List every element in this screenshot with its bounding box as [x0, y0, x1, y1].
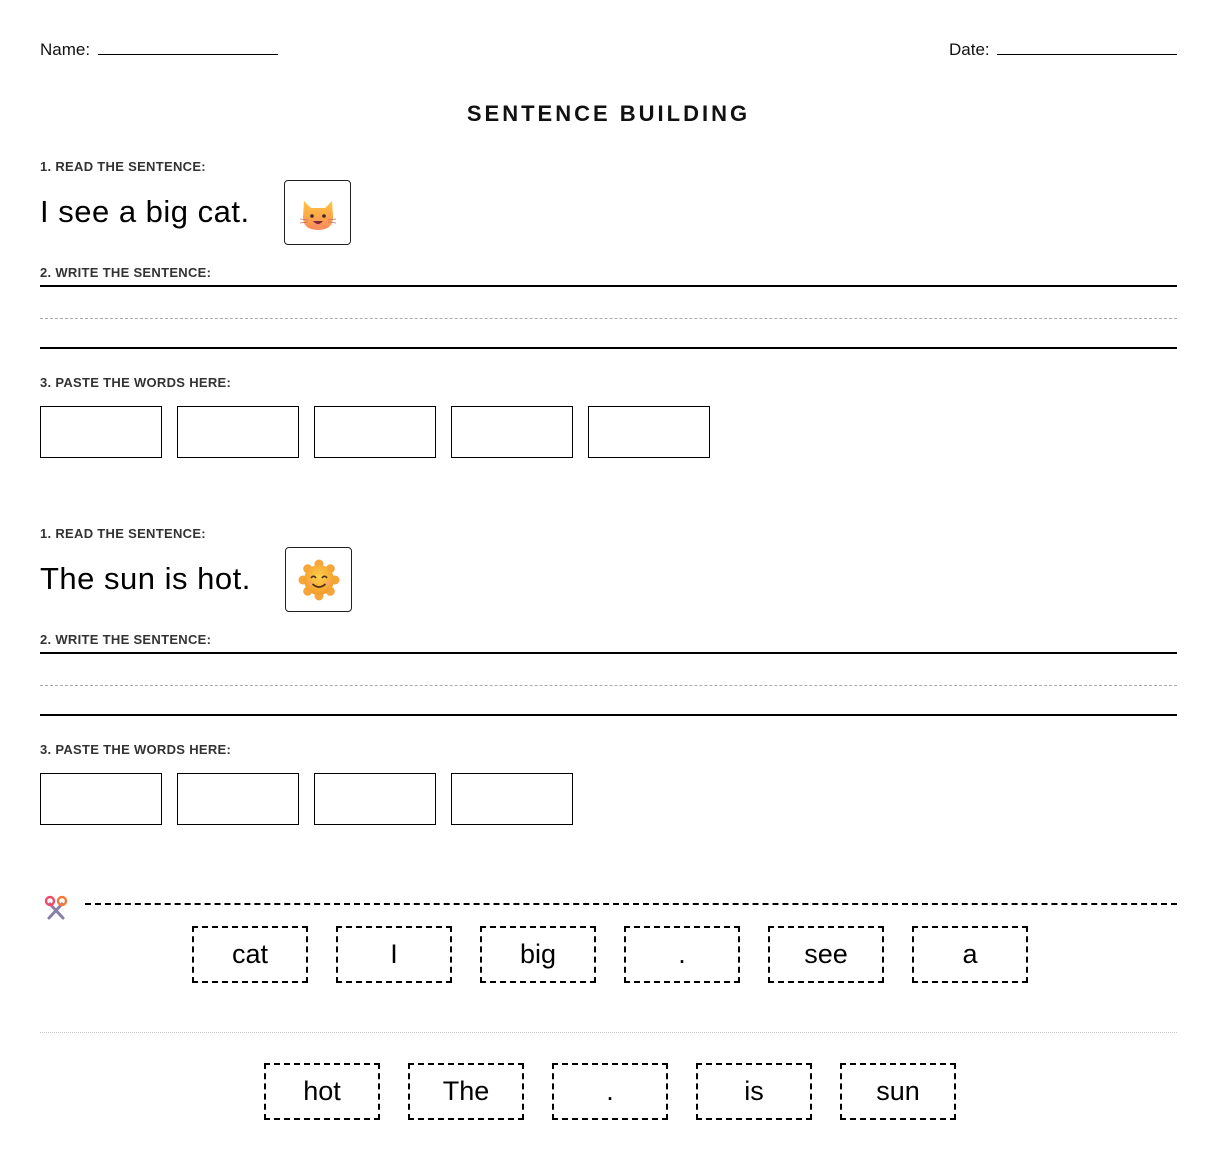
word-card[interactable]: I: [336, 926, 452, 983]
writing-base-line[interactable]: [40, 714, 1177, 716]
read-label: 1. READ THE SENTENCE:: [40, 526, 206, 541]
paste-box[interactable]: [40, 773, 162, 825]
paste-box[interactable]: [451, 773, 573, 825]
date-label: Date:: [949, 40, 990, 59]
writing-base-line[interactable]: [40, 347, 1177, 349]
picture-box: [285, 547, 352, 612]
writing-mid-line: [40, 685, 1177, 686]
word-card[interactable]: .: [624, 926, 740, 983]
cat-face-icon: [298, 193, 338, 233]
name-field[interactable]: [98, 54, 278, 55]
sentence-text: The sun is hot.: [40, 561, 251, 596]
word-card[interactable]: is: [696, 1063, 812, 1120]
write-label: 2. WRITE THE SENTENCE:: [40, 265, 212, 280]
word-card[interactable]: The: [408, 1063, 524, 1120]
page-title: SENTENCE BUILDING: [466, 101, 751, 126]
writing-mid-line: [40, 318, 1177, 319]
paste-box[interactable]: [177, 773, 299, 825]
word-card[interactable]: see: [768, 926, 884, 983]
writing-top-line: [40, 285, 1177, 287]
word-card[interactable]: a: [912, 926, 1028, 983]
paste-box[interactable]: [177, 406, 299, 458]
paste-box[interactable]: [588, 406, 710, 458]
paste-box[interactable]: [314, 406, 436, 458]
word-card[interactable]: .: [552, 1063, 668, 1120]
name-label: Name:: [40, 40, 91, 59]
word-card[interactable]: big: [480, 926, 596, 983]
picture-box: [284, 180, 351, 245]
row-divider: [40, 1032, 1177, 1033]
date-field[interactable]: [997, 54, 1177, 55]
paste-box[interactable]: [314, 773, 436, 825]
paste-label: 3. PASTE THE WORDS HERE:: [40, 742, 232, 757]
smiling-sun-icon: [298, 559, 340, 601]
paste-box[interactable]: [40, 406, 162, 458]
writing-top-line: [40, 652, 1177, 654]
scissors-icon: [42, 895, 70, 921]
read-label: 1. READ THE SENTENCE:: [40, 159, 206, 174]
word-card[interactable]: hot: [264, 1063, 380, 1120]
write-label: 2. WRITE THE SENTENCE:: [40, 632, 212, 647]
sentence-text: I see a big cat.: [40, 194, 250, 229]
word-card[interactable]: cat: [192, 926, 308, 983]
cut-line: [85, 903, 1177, 905]
paste-label: 3. PASTE THE WORDS HERE:: [40, 375, 232, 390]
word-card[interactable]: sun: [840, 1063, 956, 1120]
paste-box[interactable]: [451, 406, 573, 458]
